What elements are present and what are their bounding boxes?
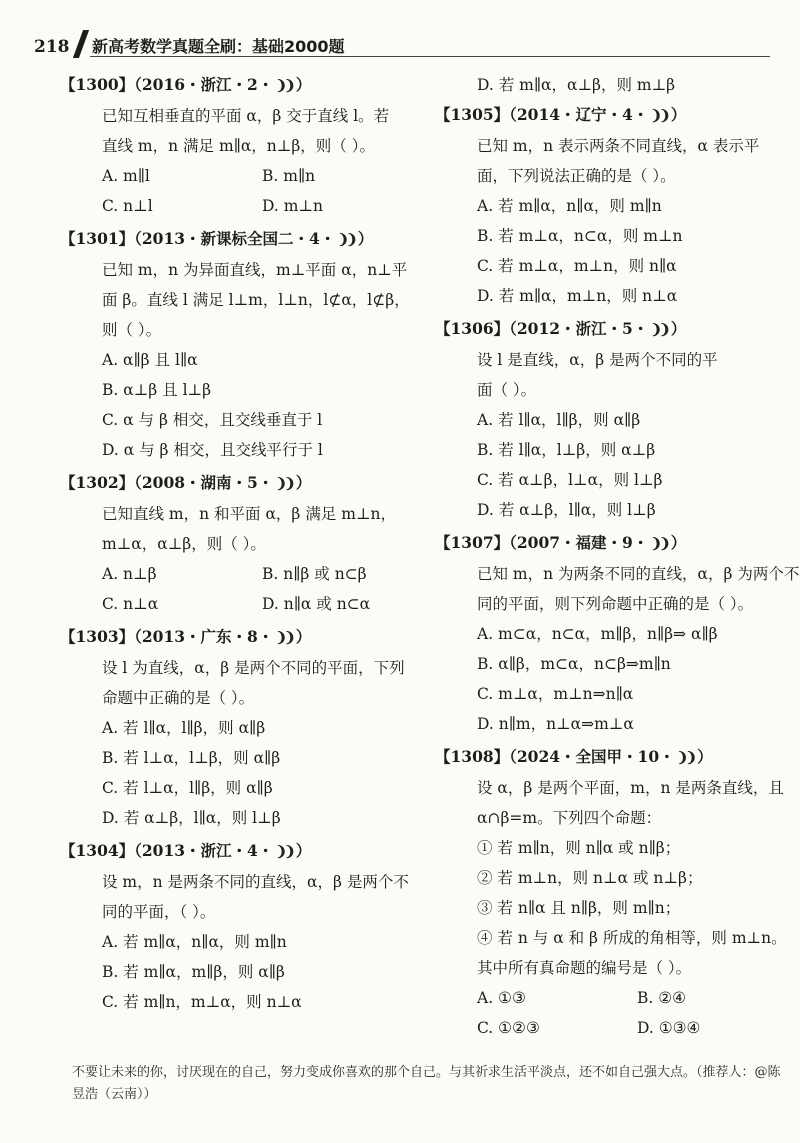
problem xyxy=(60,224,410,465)
problem xyxy=(60,836,410,1017)
stem-line: 直线 m，n 满足 m∥α，n⊥β，则（ ）。 xyxy=(102,137,375,155)
stem-line: ② 若 m⊥n，则 n⊥α 或 n⊥β； xyxy=(477,869,703,887)
answer-option-row xyxy=(102,589,410,619)
problem-number: 【1302】 xyxy=(60,473,135,492)
problem-source-close: ） xyxy=(670,105,687,124)
problem xyxy=(435,100,780,311)
problem-stem xyxy=(477,559,800,619)
answer-option: D. m⊥n xyxy=(262,197,323,215)
difficulty-icon: ❩❩ xyxy=(676,750,695,766)
header-slash-decoration xyxy=(73,30,89,58)
problem-source: （2008・湖南・5・ xyxy=(134,473,274,492)
problem-source-close: ） xyxy=(295,627,312,646)
problem xyxy=(60,468,410,619)
answer-option-row xyxy=(477,1013,780,1043)
problem-source-close: ） xyxy=(295,75,312,94)
problem-header xyxy=(60,224,410,255)
answer-option: C. 若 m∥n，m⊥α，则 n⊥α xyxy=(102,993,302,1011)
problem-number: 【1304】 xyxy=(60,841,135,860)
problem-source: （2013・浙江・4・ xyxy=(134,841,274,860)
stem-line: ① 若 m∥n，则 n∥α 或 n∥β； xyxy=(477,839,681,857)
problem-stem xyxy=(477,345,780,405)
answer-option: C. n⊥α xyxy=(102,595,159,613)
stem-line: 设 l 为直线，α，β 是两个不同的平面，下列 xyxy=(102,659,405,677)
problem xyxy=(60,622,410,833)
answer-option: D. n∥α 或 n⊂α xyxy=(262,595,371,613)
difficulty-icon: ❩❩ xyxy=(275,844,293,860)
answer-option: B. α∥β，m⊂α，n⊂β⇒m∥n xyxy=(477,655,671,673)
answer-option: A. n⊥β xyxy=(102,565,157,583)
answer-option: D. 若 α⊥β，l∥α，则 l⊥β xyxy=(477,501,656,519)
difficulty-icon: ❩❩ xyxy=(337,232,355,248)
stem-line: ③ 若 n∥α 且 n∥β，则 m∥n； xyxy=(477,899,681,917)
problem-source-close: ） xyxy=(357,229,374,248)
footer-quote xyxy=(72,1062,781,1106)
difficulty-icon: ❩❩ xyxy=(650,322,668,338)
stem-line: 已知 m，n 为两条不同的直线，α，β 为两个不 xyxy=(477,565,800,583)
footer-line-1: 不要让未来的你，讨厌现在的自己，努力变成你喜欢的那个自己。与其祈求生活平淡点，还不如自己强大点。（推荐人：@陈 xyxy=(72,1065,781,1080)
problem-header xyxy=(435,528,780,559)
stem-line: 已知 m，n 为异面直线，m⊥平面 α，n⊥平 xyxy=(102,261,408,279)
difficulty-icon: ❩❩ xyxy=(650,108,668,124)
problem-number: 【1300】 xyxy=(60,75,135,94)
stem-line: 已知 m，n 表示两条不同直线，α 表示平 xyxy=(477,137,760,155)
stem-line: 已知互相垂直的平面 α，β 交于直线 l。若 xyxy=(102,107,390,125)
answer-option: A. 若 m∥α，n∥α，则 m∥n xyxy=(102,933,287,951)
problem-number: 【1305】 xyxy=(435,105,510,124)
answer-option: B. 若 m∥α，m∥β，则 α∥β xyxy=(102,963,285,981)
answer-option: B. n∥β 或 n⊂β xyxy=(262,565,367,583)
answer-option: D. 若 m∥α，m⊥n，则 n⊥α xyxy=(477,287,678,305)
problem-source-close: ） xyxy=(295,473,312,492)
stem-line: ④ 若 n 与 α 和 β 所成的角相等，则 m⊥n。 xyxy=(477,929,787,947)
answer-option: A. α∥β 且 l∥α xyxy=(102,351,198,369)
problem-number: 【1301】 xyxy=(60,229,135,248)
problem-header xyxy=(435,314,780,345)
stem-line: 面 β。直线 l 满足 l⊥m，l⊥n，l⊄α，l⊄β， xyxy=(102,291,410,309)
answer-option: D. 若 α⊥β，l∥α，则 l⊥β xyxy=(102,809,281,827)
answer-option: A. m⊂α，n⊂α，m∥β，n∥β⇒ α∥β xyxy=(477,625,718,643)
stem-line: 面（ ）。 xyxy=(477,381,537,399)
answer-option-row xyxy=(102,559,410,589)
stem-line: α∩β=m。下列四个命题： xyxy=(477,809,662,827)
header-rule xyxy=(90,56,770,57)
problem-source: （2016・浙江・2・ xyxy=(134,75,274,94)
problem-source: （2014・辽宁・4・ xyxy=(509,105,649,124)
stem-line: 设 l 是直线，α，β 是两个不同的平 xyxy=(477,351,718,369)
problem-source-close: ） xyxy=(670,533,687,552)
answer-option: A. ①③ xyxy=(477,989,526,1007)
answer-option: C. α 与 β 相交，且交线垂直于 l xyxy=(102,411,323,429)
problem-stem xyxy=(102,101,410,161)
problem-stem xyxy=(477,773,787,983)
answer-option: C. 若 m⊥α，m⊥n，则 n∥α xyxy=(477,257,677,275)
answer-option-row xyxy=(102,191,410,221)
problem-source: （2007・福建・9・ xyxy=(509,533,649,552)
answer-option: A. 若 m∥α，n∥α，则 m∥n xyxy=(477,197,662,215)
problem xyxy=(435,314,780,525)
book-title: 新高考数学真题全刷：基础2000题 xyxy=(92,37,345,56)
problem-source: （2013・广东・8・ xyxy=(134,627,274,646)
answer-option: C. 若 l⊥α，l∥β，则 α∥β xyxy=(102,779,273,797)
answer-option: B. m∥n xyxy=(262,167,316,185)
left-column xyxy=(60,70,410,1020)
difficulty-icon: ❩❩ xyxy=(275,476,293,492)
problem-stem xyxy=(102,499,410,559)
problem-header xyxy=(60,468,410,499)
answer-option-row xyxy=(102,161,410,191)
answer-option: C. ①②③ xyxy=(477,1019,540,1037)
problem-stem xyxy=(102,653,410,713)
answer-option: C. m⊥α，m⊥n⇒n∥α xyxy=(477,685,634,703)
answer-option: B. 若 l∥α，l⊥β，则 α⊥β xyxy=(477,441,656,459)
problem-header xyxy=(435,742,780,773)
answer-option: D. ①③④ xyxy=(637,1019,701,1037)
stem-line: 面，下列说法正确的是（ ）。 xyxy=(477,167,676,185)
answer-option: A. 若 l∥α，l∥β，则 α∥β xyxy=(477,411,641,429)
problem-number: 【1308】 xyxy=(435,747,510,766)
stem-line: 已知直线 m，n 和平面 α，β 满足 m⊥n， xyxy=(102,505,397,523)
difficulty-icon: ❩❩ xyxy=(275,630,293,646)
answer-option-row xyxy=(477,983,780,1013)
problem-header xyxy=(60,622,410,653)
answer-option: B. 若 m⊥α，n⊂α，则 m⊥n xyxy=(477,227,683,245)
stem-line: 其中所有真命题的编号是（ ）。 xyxy=(477,959,692,977)
problem-source-close: ） xyxy=(295,841,312,860)
page-header xyxy=(30,30,770,64)
answer-option: B. ②④ xyxy=(637,989,687,1007)
problem-source-close: ） xyxy=(670,319,687,338)
problem-source: （2012・浙江・5・ xyxy=(509,319,649,338)
problem-source-close: ） xyxy=(697,747,713,766)
problem-stem xyxy=(102,255,410,345)
stem-line: 则（ ）。 xyxy=(102,321,162,339)
problem-stem xyxy=(102,867,410,927)
problem-header xyxy=(60,70,410,101)
stem-line: 命题中正确的是（ ）。 xyxy=(102,689,255,707)
problem-number: 【1306】 xyxy=(435,319,510,338)
stem-line: 同的平面，则下列命题中正确的是（ ）。 xyxy=(477,595,754,613)
stem-line: m⊥α，α⊥β，则（ ）。 xyxy=(102,535,266,553)
difficulty-icon: ❩❩ xyxy=(650,536,668,552)
answer-option: A. m∥l xyxy=(102,167,150,185)
difficulty-icon: ❩❩ xyxy=(275,78,293,94)
problem-number: 【1307】 xyxy=(435,533,510,552)
carried-option: D. 若 m∥α，α⊥β，则 m⊥β xyxy=(477,76,676,94)
problem-source: （2013・新课标全国二・4・ xyxy=(134,229,336,248)
page-number: 218 xyxy=(34,37,70,57)
footer-line-2: 昱浩（云南）） xyxy=(72,1087,157,1102)
answer-option: C. n⊥l xyxy=(102,197,153,215)
answer-option: B. α⊥β 且 l⊥β xyxy=(102,381,212,399)
problem xyxy=(60,70,410,221)
answer-option: D. n∥m，n⊥α⇒m⊥α xyxy=(477,715,634,733)
right-column xyxy=(435,70,800,1046)
problem-number: 【1303】 xyxy=(60,627,135,646)
problem-stem xyxy=(477,131,780,191)
answer-option: D. α 与 β 相交，且交线平行于 l xyxy=(102,441,323,459)
problem-source: （2024・全国甲・10・ xyxy=(509,747,675,766)
problem-header xyxy=(60,836,410,867)
problem xyxy=(435,742,787,1043)
problem-header xyxy=(435,100,780,131)
problem xyxy=(435,528,800,739)
stem-line: 设 m，n 是两条不同的直线，α，β 是两个不 xyxy=(102,873,409,891)
stem-line: 设 α，β 是两个平面，m，n 是两条直线，且 xyxy=(477,779,784,797)
answer-option: B. 若 l⊥α，l⊥β，则 α∥β xyxy=(102,749,281,767)
answer-option: A. 若 l∥α，l∥β，则 α∥β xyxy=(102,719,266,737)
answer-option: C. 若 α⊥β，l⊥α，则 l⊥β xyxy=(477,471,663,489)
stem-line: 同的平面，（ ）。 xyxy=(102,903,216,921)
